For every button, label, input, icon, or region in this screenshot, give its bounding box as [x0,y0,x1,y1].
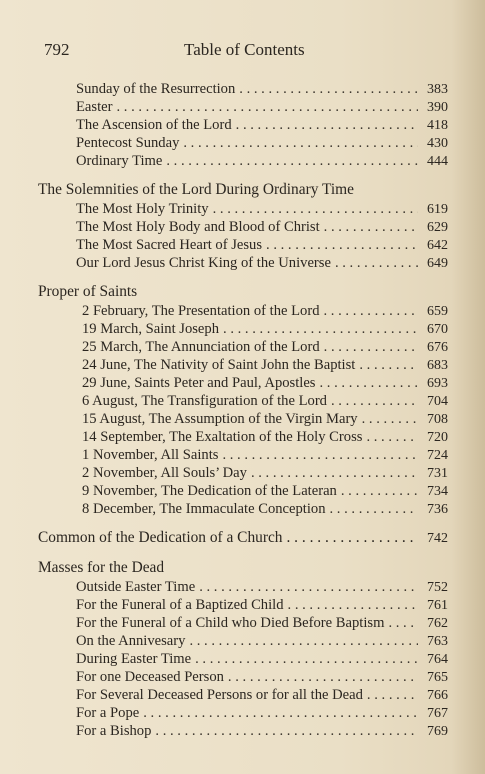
toc-entry[interactable] [38,722,448,740]
leader-dots [324,338,418,356]
toc-entry-page: 724 [427,448,448,463]
toc-entry[interactable] [38,80,448,98]
toc-entry-page: 764 [427,652,448,667]
toc-entry[interactable] [38,302,448,320]
leader-dots [143,704,418,722]
leader-dots [223,320,418,338]
toc-entry-page: 642 [427,238,448,253]
toc-entry-title: 15 August, The Assumption of the Virgin Mary [82,411,358,427]
toc-entry[interactable] [38,356,448,374]
toc-entry-title: For Several Deceased Persons or for all the Dead [76,687,363,703]
toc-entry-title: For the Funeral of a Child who Died Before Baptism [76,615,385,631]
toc-entry[interactable] [38,578,448,596]
toc-entry-title: The Most Holy Body and Blood of Christ [76,219,320,235]
leader-dots [189,632,418,650]
toc-entry-page: 752 [427,580,448,595]
toc-entry-page: 765 [427,670,448,685]
toc-entry-page: 444 [427,154,448,169]
toc-entry-page: 619 [427,202,448,217]
toc-entry-page: 629 [427,220,448,235]
toc-entry-title: 2 February, The Presentation of the Lord [82,303,320,319]
leader-dots [288,596,418,614]
toc-entry[interactable] [38,614,448,632]
leader-dots [359,356,418,374]
toc-entry-title: 9 November, The Dedication of the Lateran [82,483,337,499]
toc-entry[interactable] [38,632,448,650]
leader-dots [222,446,418,464]
page-number: 792 [44,40,70,59]
leader-dots [286,528,418,548]
toc-entry-title: 25 March, The Annunciation of the Lord [82,339,320,355]
toc-entry-title: During Easter Time [76,651,192,667]
toc-entry-title: On the Annivesary [76,633,186,649]
toc-entry-page: 383 [427,82,448,97]
toc-entry-page: 649 [427,256,448,271]
toc-entry-title: Pentecost Sunday [76,135,180,151]
leader-dots [331,392,418,410]
toc-entry-page: 767 [427,706,448,721]
toc-entry[interactable] [38,236,448,254]
leader-dots [388,614,418,632]
toc-entry-title: 19 March, Saint Joseph [82,321,220,337]
leader-dots [324,302,419,320]
masses-for-dead-list [38,578,448,740]
top-entries-list [38,80,448,170]
toc-entry-title: Easter [76,99,113,115]
toc-entry[interactable] [38,134,448,152]
toc-entry-title: 29 June, Saints Peter and Paul, Apostles [82,375,316,391]
leader-dots [166,152,418,170]
toc-entry-title: 8 December, The Immaculate Conception [82,501,326,517]
toc-entry-page: 676 [427,340,448,355]
toc-entry-title: For a Bishop [76,723,152,739]
toc-entry[interactable] [38,152,448,170]
toc-entry[interactable] [38,482,448,500]
toc-entry[interactable] [38,98,448,116]
toc-entry-page: 683 [427,358,448,373]
toc-entry-page: 736 [427,502,448,517]
toc-entry-page: 430 [427,136,448,151]
toc-entry-title: The Ascension of the Lord [76,117,232,133]
toc-entry[interactable] [38,464,448,482]
leader-dots [236,116,418,134]
toc-entry-title: Our Lord Jesus Christ King of the Universe [76,255,331,271]
section-heading-solemnities: The Solemnities of the Lord During Ordinary Time [38,181,354,198]
toc-entry-title: Common of the Dedication of a Church [38,529,283,546]
toc-entry-page: 763 [427,634,448,649]
toc-entry[interactable] [38,320,448,338]
solemnities-list [38,200,448,272]
toc-entry-title: The Most Holy Trinity [76,201,209,217]
toc-entry[interactable] [38,116,448,134]
toc-entry-title: For the Funeral of a Baptized Child [76,597,284,613]
leader-dots [266,236,418,254]
toc-entry[interactable] [38,596,448,614]
proper-of-saints-list [38,302,448,518]
toc-entry-title: For a Pope [76,705,140,721]
toc-entry[interactable] [38,374,448,392]
leader-dots [195,650,418,668]
toc-entry-page: 720 [427,430,448,445]
toc-entry-title: 6 August, The Transfiguration of the Lord [82,393,327,409]
leader-dots [116,98,418,116]
toc-entry-title: 1 November, All Saints [82,447,219,463]
toc-entry-title: The Most Sacred Heart of Jesus [76,237,263,253]
toc-entry-page: 734 [427,484,448,499]
table-of-contents [38,80,448,740]
leader-dots [213,200,418,218]
page-title: Table of Contents [184,40,305,59]
leader-dots [362,410,418,428]
leader-dots [324,218,418,236]
toc-entry-title: For one Deceased Person [76,669,224,685]
toc-entry-page: 766 [427,688,448,703]
toc-entry-page: 693 [427,376,448,391]
toc-entry[interactable] [38,392,448,410]
leader-dots [367,686,418,704]
toc-entry-title: Ordinary Time [76,153,163,169]
toc-entry[interactable] [38,500,448,518]
toc-entry-page: 704 [427,394,448,409]
toc-entry[interactable] [38,668,448,686]
toc-entry[interactable] [38,686,448,704]
toc-entry[interactable] [38,218,448,236]
leader-dots [320,374,419,392]
leader-dots [228,668,418,686]
toc-entry[interactable] [38,650,448,668]
leader-dots [366,428,418,446]
toc-entry-title: 24 June, The Nativity of Saint John the Baptist [82,357,356,373]
leader-dots [155,722,418,740]
toc-entry-page: 670 [427,322,448,337]
toc-entry-title: Outside Easter Time [76,579,196,595]
toc-entry-title: 14 September, The Exaltation of the Holy Cross [82,429,363,445]
toc-entry-page: 761 [427,598,448,613]
toc-entry-page: 659 [427,304,448,319]
leader-dots [239,80,418,98]
leader-dots [341,482,418,500]
toc-entry[interactable] [38,338,448,356]
toc-entry-dedication[interactable] [38,528,448,548]
leader-dots [183,134,418,152]
toc-entry-page: 762 [427,616,448,631]
toc-entry[interactable] [38,200,448,218]
toc-entry-page: 769 [427,724,448,739]
toc-entry[interactable] [38,428,448,446]
page-header [44,40,465,66]
leader-dots [335,254,418,272]
toc-entry[interactable] [38,410,448,428]
toc-entry[interactable] [38,704,448,722]
toc-entry-title: 2 November, All Souls’ Day [82,465,247,481]
leader-dots [251,464,418,482]
toc-entry-page: 731 [427,466,448,481]
toc-entry-title: Sunday of the Resurrection [76,81,236,97]
toc-entry-page: 742 [427,531,448,546]
toc-entry-page: 390 [427,100,448,115]
toc-entry-page: 418 [427,118,448,133]
section-heading-masses-for-dead: Masses for the Dead [38,559,165,576]
leader-dots [199,578,418,596]
toc-entry-page: 708 [427,412,448,427]
leader-dots [330,500,419,518]
toc-entry[interactable] [38,254,448,272]
section-heading-proper-of-saints: Proper of Saints [38,283,138,300]
toc-entry[interactable] [38,446,448,464]
